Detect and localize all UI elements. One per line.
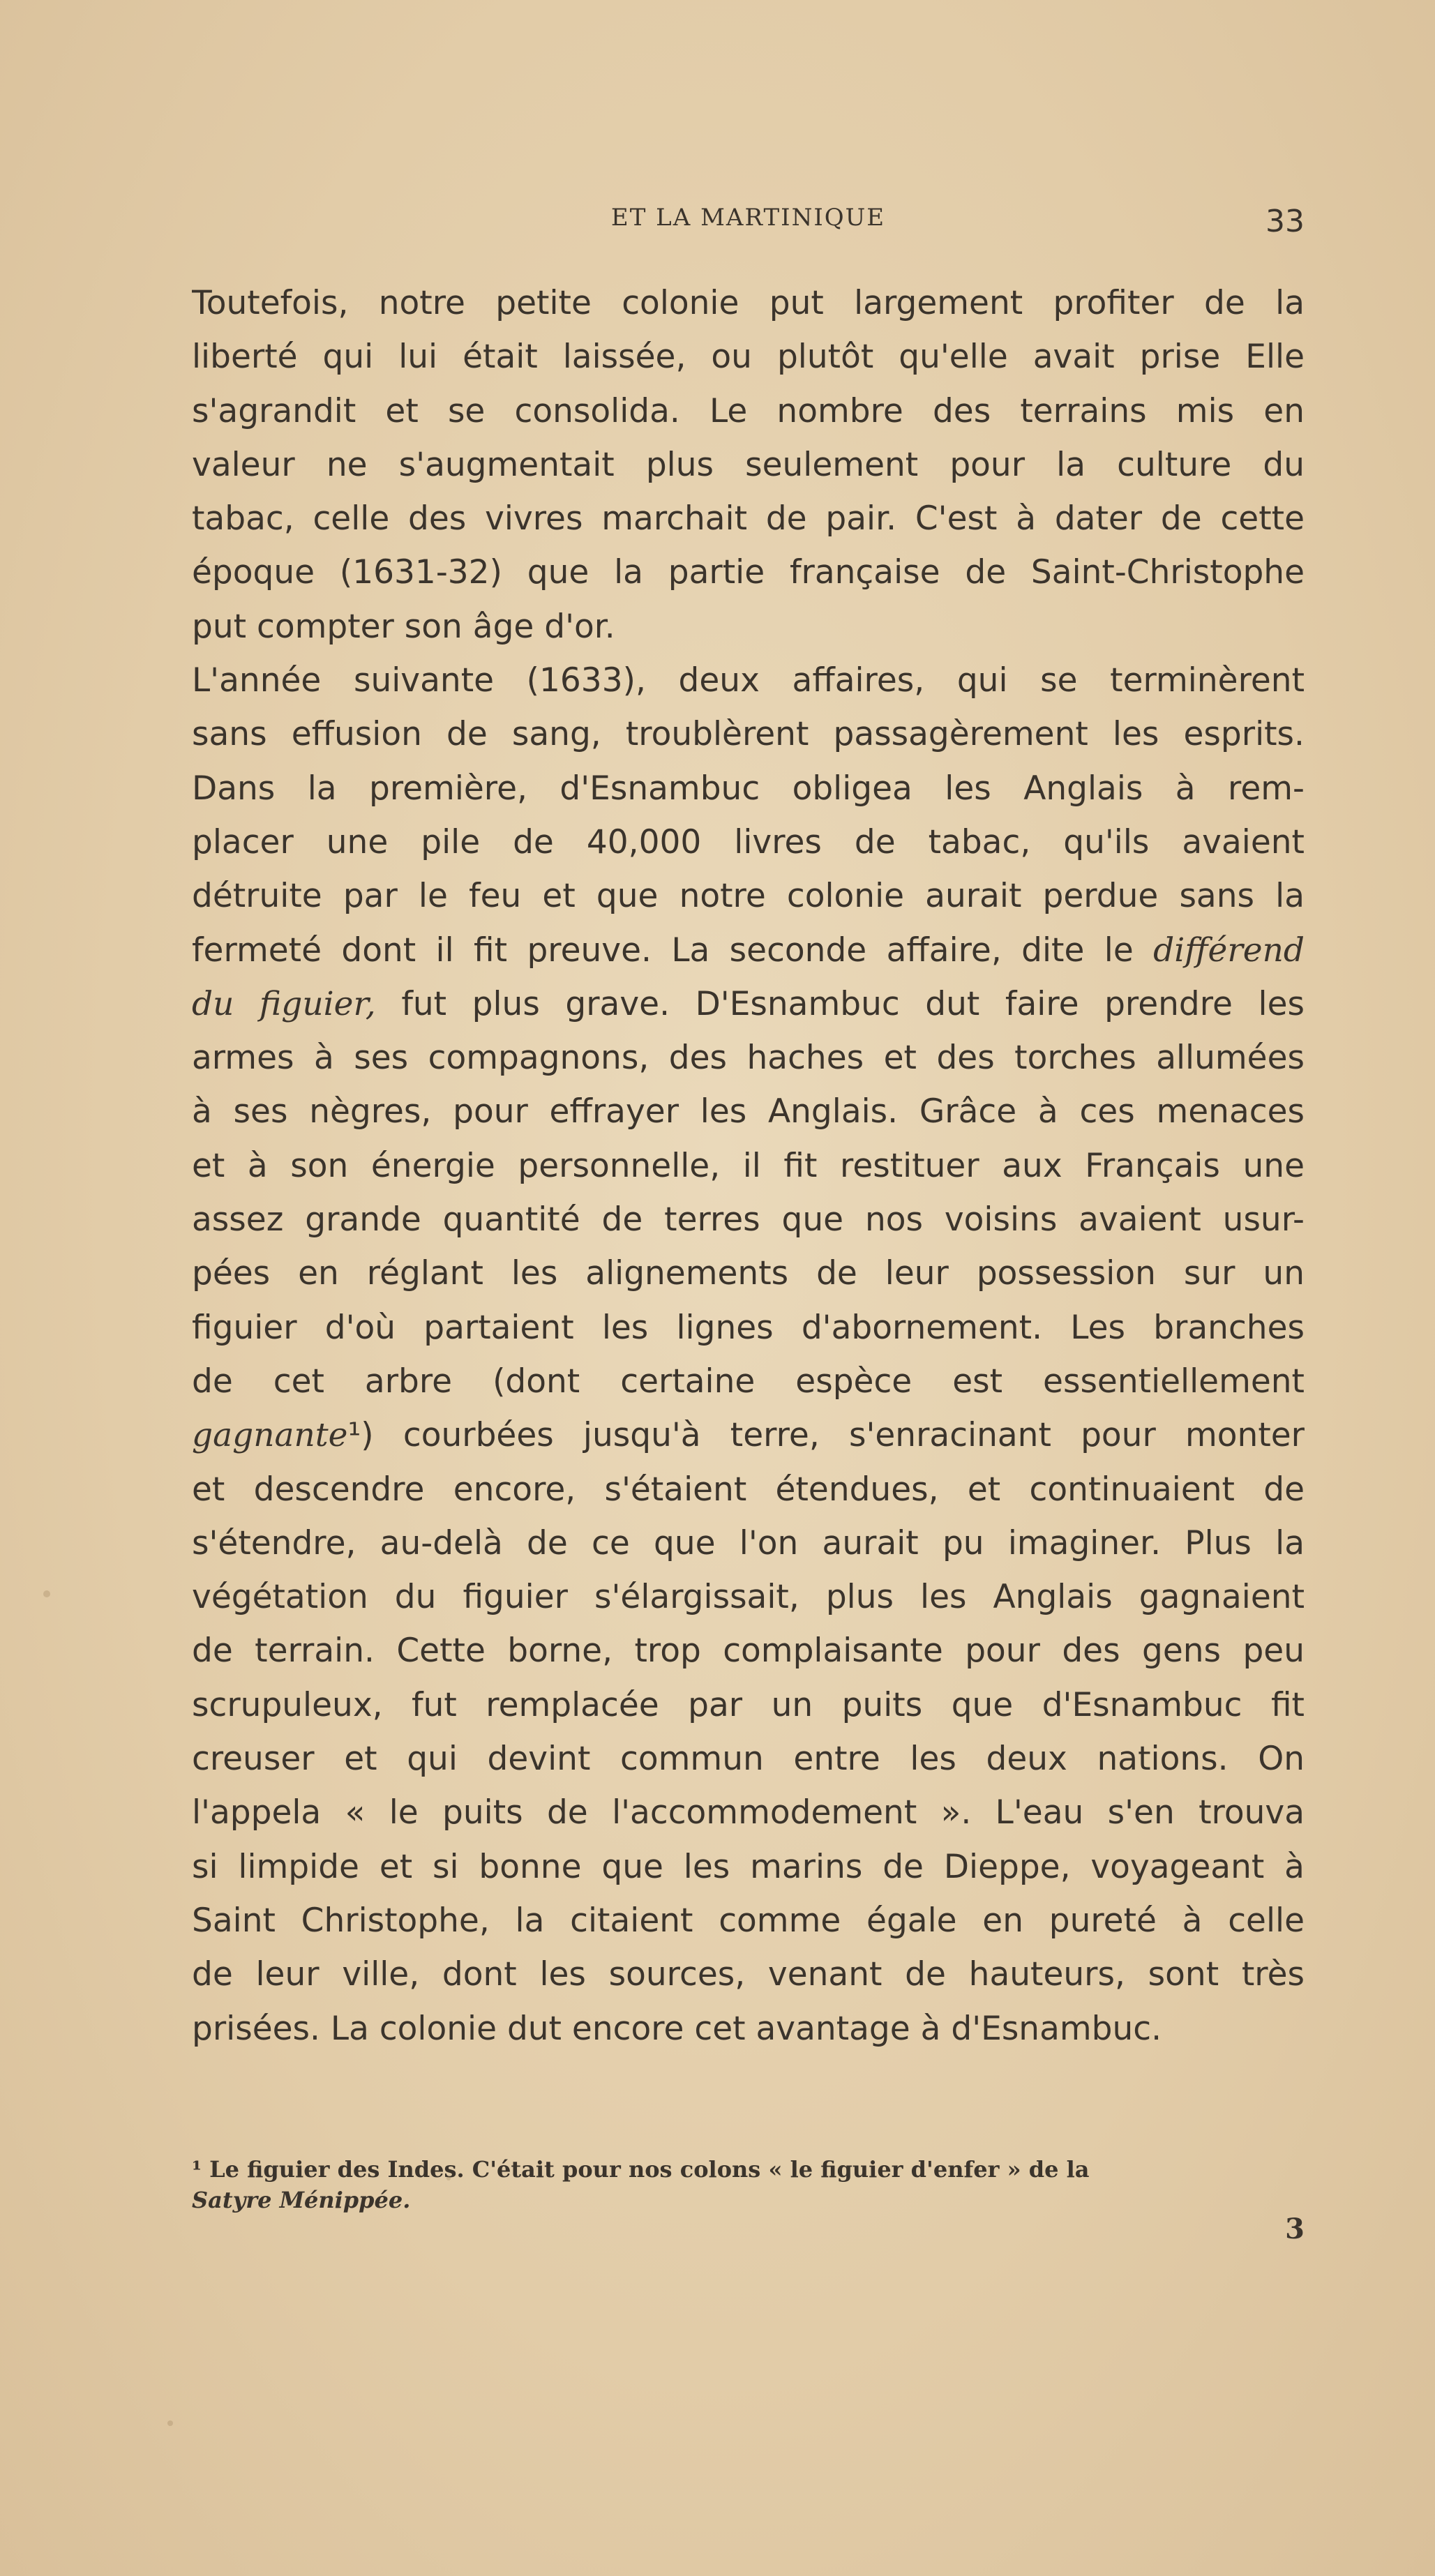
text-line: et à son énergie personnelle, il fit restituer aux Français une bbox=[192, 1146, 1305, 1185]
footnote-italic: Satyre Ménippée. bbox=[192, 2187, 411, 2213]
text-line: s'étendre, au-delà de ce que l'on aurait pu imaginer. Plus la bbox=[192, 1523, 1305, 1562]
text-line: scrupuleux, fut remplacée par un puits que d'Esnambuc fit bbox=[192, 1685, 1305, 1724]
text-line: assez grande quantité de terres que nos voisins avaient usur- bbox=[192, 1200, 1305, 1240]
footnote bbox=[192, 2154, 1305, 2215]
body-text bbox=[192, 276, 1305, 2056]
text-line: végétation du figuier s'élargissait, plus les Anglais gagnaient bbox=[192, 1578, 1305, 1617]
text-line: sans effusion de sang, troublèrent passagèrement les esprits. bbox=[192, 715, 1305, 754]
text-line: L'année suivante (1633), deux affaires, qui se terminèrent bbox=[192, 661, 1305, 700]
text-segment: fut plus grave. D'Esnambuc dut faire prendre les bbox=[401, 984, 1305, 1023]
footnote-text: Le figuier des Indes. C'était pour nos colons « le figuier d'enfer » de la bbox=[209, 2156, 1090, 2183]
paper-spot bbox=[446, 2176, 451, 2180]
footnote-reference: ¹) bbox=[347, 1416, 374, 1455]
text-line: Toutefois, notre petite colonie put largement profiter de la bbox=[192, 284, 1305, 322]
text-line: placer une pile de 40,000 livres de tabac, qu'ils avaient bbox=[192, 822, 1305, 861]
text-line: détruite par le feu et que notre colonie aurait perdue sans la bbox=[192, 877, 1305, 916]
text-line: Saint Christophe, la citaient comme égale en pureté à celle bbox=[192, 1901, 1305, 1940]
text-line: figuier d'où partaient les lignes d'abornement. Les branches bbox=[192, 1308, 1305, 1347]
text-line: de leur ville, dont les sources, venant de hauteurs, sont très bbox=[192, 1955, 1305, 1994]
text-segment: fermeté dont il fit preuve. La seconde affaire, dite le bbox=[192, 931, 1134, 970]
text-line bbox=[192, 1408, 1305, 1462]
text-line: époque (1631-32) que la partie française de Saint-Christophe bbox=[192, 553, 1305, 592]
text-line: à ses nègres, pour effrayer les Anglais. Grâce à ces menaces bbox=[192, 1092, 1305, 1131]
text-line: valeur ne s'augmentait plus seulement pour la culture du bbox=[192, 445, 1305, 484]
text-line: creuser et qui devint commun entre les deux nations. On bbox=[192, 1740, 1305, 1779]
italic-term: du figuier, bbox=[192, 984, 376, 1023]
text-line: si limpide et si bonne que les marins de Dieppe, voyageant à bbox=[192, 1847, 1305, 1886]
text-line bbox=[192, 924, 1305, 977]
text-line: de cet arbre (dont certaine espèce est essentiellement bbox=[192, 1362, 1305, 1401]
footnote-marker: ¹ bbox=[192, 2156, 202, 2183]
text-line: l'appela « le puits de l'accommodement ». L'eau s'en trouva bbox=[192, 1793, 1305, 1832]
text-line: prisées. La colonie dut encore cet avantage à d'Esnambuc. bbox=[192, 2009, 1162, 2048]
text-line: de terrain. Cette borne, trop complaisante pour des gens peu bbox=[192, 1632, 1305, 1671]
text-segment: courbées jusqu'à terre, s'enracinant pour monter bbox=[403, 1416, 1305, 1455]
running-title: ET LA MARTINIQUE bbox=[610, 204, 886, 232]
text-line: tabac, celle des vivres marchait de pair. C'est à dater de cette bbox=[192, 499, 1305, 538]
page-number: 33 bbox=[1265, 204, 1305, 239]
paper-spot bbox=[43, 1590, 50, 1597]
text-line: pées en réglant les alignements de leur possession sur un bbox=[192, 1254, 1305, 1293]
signature-mark: 3 bbox=[1285, 2213, 1305, 2245]
running-head bbox=[192, 204, 1305, 246]
text-line: armes à ses compagnons, des haches et des torches allumées bbox=[192, 1039, 1305, 1078]
paper-spot bbox=[167, 2420, 173, 2426]
text-line: liberté qui lui était laissée, ou plutôt qu'elle avait prise Elle bbox=[192, 338, 1305, 377]
text-line: put compter son âge d'or. bbox=[192, 607, 615, 646]
italic-term: gagnante bbox=[192, 1416, 348, 1455]
italic-term: différend bbox=[1153, 931, 1305, 970]
text-line: et descendre encore, s'étaient étendues, et continuaient de bbox=[192, 1470, 1305, 1509]
text-line bbox=[192, 977, 1305, 1031]
text-line: s'agrandit et se consolida. Le nombre des terrains mis en bbox=[192, 391, 1305, 430]
text-line: Dans la première, d'Esnambuc obligea les Anglais à rem- bbox=[192, 769, 1305, 808]
